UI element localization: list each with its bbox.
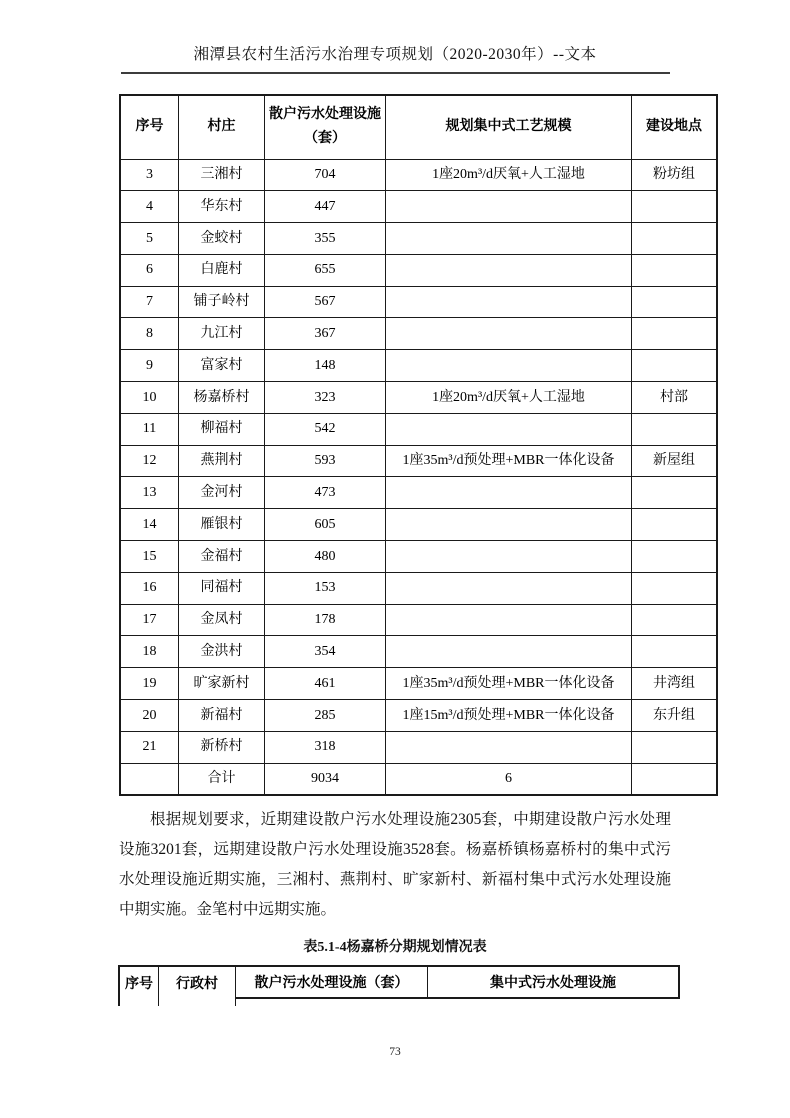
- cell-process: [386, 413, 632, 445]
- cell-village: 金洪村: [179, 636, 265, 668]
- cell-location: 东升组: [632, 700, 718, 732]
- cell-count: 355: [265, 223, 386, 255]
- cell-village: 杨嘉桥村: [179, 382, 265, 414]
- col-header-admin-village: 行政村: [159, 965, 236, 999]
- col-header-no: 序号: [120, 95, 179, 159]
- cell-location: [632, 413, 718, 445]
- cell-process: [386, 509, 632, 541]
- table-caption: 表5.1-4杨嘉桥分期规划情况表: [303, 939, 487, 955]
- table-row: [120, 223, 717, 255]
- document-header-title: 湘潭县农村生活污水治理专项规划（2020-2030年）--文本: [193, 46, 597, 63]
- cell-location: 新屋组: [632, 445, 718, 477]
- cell-process: 1座35m³/d预处理+MBR一体化设备: [386, 668, 632, 700]
- cell-process: [386, 572, 632, 604]
- cell-count: 367: [265, 318, 386, 350]
- table-row: [120, 350, 717, 382]
- cell-no: 3: [120, 159, 179, 191]
- village-facilities-table: [119, 94, 718, 796]
- village-facilities-table-head: [120, 95, 717, 159]
- cell-count: 9034: [265, 763, 386, 795]
- cell-no: 17: [120, 604, 179, 636]
- cell-process: 1座15m³/d预处理+MBR一体化设备: [386, 700, 632, 732]
- cell-no: 20: [120, 700, 179, 732]
- cell-process: 1座20m³/d厌氧+人工湿地: [386, 382, 632, 414]
- table-header-row: [120, 95, 717, 159]
- cell-count: 593: [265, 445, 386, 477]
- cell-process: [386, 254, 632, 286]
- cell-no: 11: [120, 413, 179, 445]
- table-row: [120, 541, 717, 573]
- cell-village: 白鹿村: [179, 254, 265, 286]
- table-row: [120, 318, 717, 350]
- table-row: [120, 382, 717, 414]
- col-header-scattered: 散户污水处理设施（套）: [265, 95, 386, 159]
- cell-process: 6: [386, 763, 632, 795]
- cell-location: [632, 286, 718, 318]
- cell-village: 柳福村: [179, 413, 265, 445]
- cell-village: 合计: [179, 763, 265, 795]
- cell-village: 金福村: [179, 541, 265, 573]
- page-break-cell-stub: [118, 999, 680, 1006]
- cell-count: 323: [265, 382, 386, 414]
- cell-village: 金蛟村: [179, 223, 265, 255]
- cell-process: [386, 604, 632, 636]
- table-row: [120, 254, 717, 286]
- cell-village: 三湘村: [179, 159, 265, 191]
- cell-count: 605: [265, 509, 386, 541]
- cell-location: [632, 254, 718, 286]
- table-row: [120, 477, 717, 509]
- cell-process: [386, 191, 632, 223]
- cell-village: 雁银村: [179, 509, 265, 541]
- phase-plan-header-row: [118, 965, 680, 999]
- cell-location: [632, 731, 718, 763]
- cell-location: [632, 604, 718, 636]
- cell-process: [386, 318, 632, 350]
- cell-count: 354: [265, 636, 386, 668]
- cell-process: 1座20m³/d厌氧+人工湿地: [386, 159, 632, 191]
- cell-location: 村部: [632, 382, 718, 414]
- cell-village: 金河村: [179, 477, 265, 509]
- cell-location: [632, 572, 718, 604]
- col-header-scattered: 散户污水处理设施（套）: [236, 965, 428, 999]
- col-header-village: 村庄: [179, 95, 265, 159]
- cell-village: 旷家新村: [179, 668, 265, 700]
- cell-count: 567: [265, 286, 386, 318]
- cell-count: 704: [265, 159, 386, 191]
- table-row: [120, 445, 717, 477]
- cell-village: 华东村: [179, 191, 265, 223]
- village-facilities-table-body: [120, 159, 717, 795]
- cell-count: 285: [265, 700, 386, 732]
- cell-count: 655: [265, 254, 386, 286]
- col-header-location: 建设地点: [632, 95, 718, 159]
- cell-location: [632, 763, 718, 795]
- cell-no: 9: [120, 350, 179, 382]
- table-row: [120, 763, 717, 795]
- cell-village: 九江村: [179, 318, 265, 350]
- table-row: [120, 413, 717, 445]
- cell-location: [632, 223, 718, 255]
- cell-village: 燕荆村: [179, 445, 265, 477]
- cell-count: 148: [265, 350, 386, 382]
- cell-village: 同福村: [179, 572, 265, 604]
- col-header-centralized: 集中式污水处理设施: [428, 965, 680, 999]
- table-row: [120, 191, 717, 223]
- cell-location: [632, 509, 718, 541]
- cell-no: 6: [120, 254, 179, 286]
- cell-no: 13: [120, 477, 179, 509]
- cell-process: [386, 636, 632, 668]
- cell-no: 7: [120, 286, 179, 318]
- cell-count: 461: [265, 668, 386, 700]
- cell-location: [632, 191, 718, 223]
- cell-village: 铺子岭村: [179, 286, 265, 318]
- table-row: [120, 604, 717, 636]
- cell-no: 14: [120, 509, 179, 541]
- table-row: [120, 159, 717, 191]
- cell-no: 15: [120, 541, 179, 573]
- header-rule: [121, 72, 670, 74]
- cell-location: [632, 477, 718, 509]
- cell-location: 井湾组: [632, 668, 718, 700]
- cell-process: [386, 223, 632, 255]
- cell-process: [386, 541, 632, 573]
- cell-no: 16: [120, 572, 179, 604]
- page-number: 73: [389, 1046, 401, 1058]
- table-row: [120, 731, 717, 763]
- cell-no: [120, 763, 179, 795]
- col-header-no: 序号: [118, 965, 159, 999]
- cell-count: 178: [265, 604, 386, 636]
- phase-plan-table: [118, 965, 680, 1006]
- body-paragraph: 根据规划要求，近期建设散户污水处理设施2305套，中期建设散户污水处理设施3201套，远期建设散户污水处理设施3528套。杨嘉桥镇杨嘉桥村的集中式污水处理设施近期实施，三湘村、燕荆村、旷家新村、新福村集中式污水处理设施中期实施。金笔村中远期实施。: [119, 810, 671, 918]
- cell-location: [632, 318, 718, 350]
- cell-count: 473: [265, 477, 386, 509]
- cell-process: [386, 350, 632, 382]
- cell-no: 10: [120, 382, 179, 414]
- cell-village: 富家村: [179, 350, 265, 382]
- document-header: [0, 0, 790, 74]
- table-row: [120, 636, 717, 668]
- cell-location: [632, 541, 718, 573]
- table-row: [120, 286, 717, 318]
- cell-village: 新福村: [179, 700, 265, 732]
- cell-count: 542: [265, 413, 386, 445]
- cell-no: 4: [120, 191, 179, 223]
- cell-village: 金凤村: [179, 604, 265, 636]
- cell-process: 1座35m³/d预处理+MBR一体化设备: [386, 445, 632, 477]
- cell-no: 19: [120, 668, 179, 700]
- cell-no: 18: [120, 636, 179, 668]
- table-row: [120, 509, 717, 541]
- cell-location: 粉坊组: [632, 159, 718, 191]
- table-row: [120, 668, 717, 700]
- cell-process: [386, 731, 632, 763]
- cell-no: 5: [120, 223, 179, 255]
- cell-count: 153: [265, 572, 386, 604]
- cell-no: 12: [120, 445, 179, 477]
- cell-location: [632, 350, 718, 382]
- cell-location: [632, 636, 718, 668]
- col-header-process: 规划集中式工艺规模: [386, 95, 632, 159]
- cell-village: 新桥村: [179, 731, 265, 763]
- table-row: [120, 700, 717, 732]
- table-row: [120, 572, 717, 604]
- cell-count: 480: [265, 541, 386, 573]
- cell-process: [386, 286, 632, 318]
- cell-no: 21: [120, 731, 179, 763]
- cell-count: 447: [265, 191, 386, 223]
- cell-count: 318: [265, 731, 386, 763]
- cell-no: 8: [120, 318, 179, 350]
- cell-process: [386, 477, 632, 509]
